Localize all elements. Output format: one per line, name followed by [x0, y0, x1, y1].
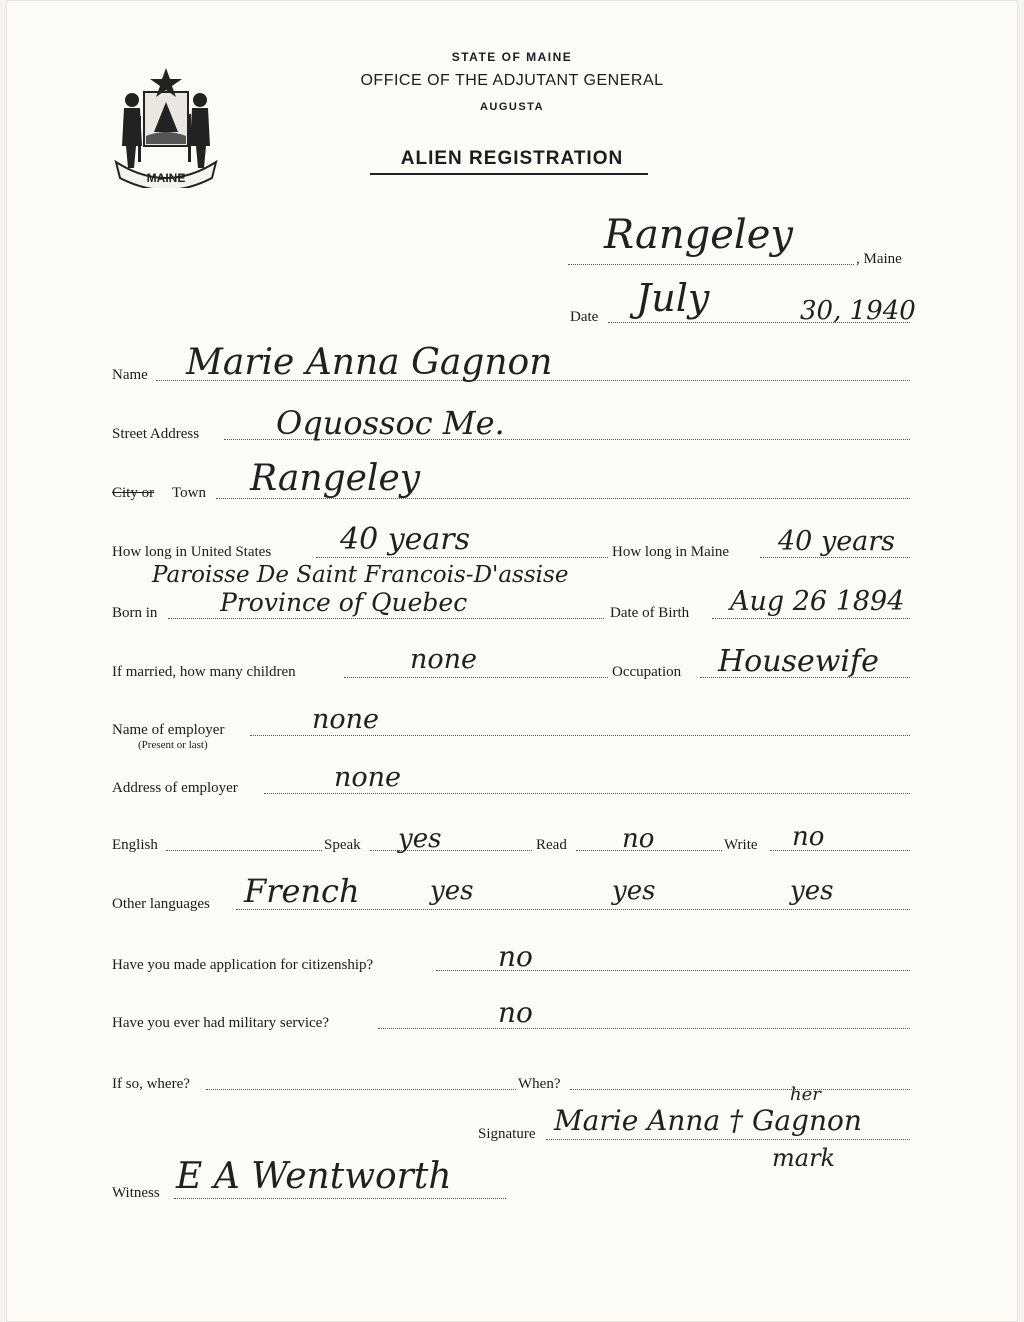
years-maine-entry: 40 years	[778, 526, 896, 557]
maine-label: , Maine	[856, 251, 902, 267]
born-in-label: Born in	[112, 605, 158, 621]
other-language-entry: French	[244, 872, 360, 910]
occupation-label: Occupation	[612, 664, 682, 680]
town-label: Town	[172, 485, 206, 501]
witness-label: Witness	[112, 1185, 160, 1201]
other-read-entry: yes	[612, 876, 656, 906]
speak-dots	[370, 850, 532, 851]
military-entry: no	[498, 996, 533, 1029]
witness-entry: E A Wentworth	[176, 1156, 452, 1197]
military-label: Have you ever had military service?	[112, 1015, 329, 1031]
employer-address-dots	[264, 793, 910, 794]
birthplace-line2-entry: Province of Quebec	[220, 588, 468, 617]
signature-dots	[546, 1139, 910, 1140]
street-address-label: Street Address	[112, 426, 200, 442]
signature-label: Signature	[478, 1126, 536, 1142]
how-long-maine-dots	[760, 557, 910, 558]
citizenship-entry: no	[498, 940, 533, 973]
other-write-entry: yes	[790, 876, 834, 906]
speak-label: Speak	[324, 837, 361, 853]
english-dots	[166, 850, 322, 851]
employer-note-label: (Present or last)	[138, 739, 208, 751]
place-entry: Rangeley	[604, 212, 793, 258]
street-address-entry: Oquossoc Me.	[276, 404, 505, 442]
when-label: When?	[518, 1076, 561, 1092]
date-month-entry: July	[636, 276, 710, 320]
date-of-birth-entry: Aug 26 1894	[730, 586, 905, 617]
header-state: STATE OF MAINE	[451, 50, 573, 64]
english-write-entry: no	[792, 822, 825, 852]
signature-mark-entry: mark	[772, 1144, 836, 1172]
when-dots	[570, 1089, 910, 1090]
other-languages-label: Other languages	[112, 896, 210, 912]
seal-banner-text: MAINE	[146, 171, 186, 185]
witness-dots	[174, 1198, 506, 1199]
date-year-entry: 30, 1940	[800, 296, 916, 326]
military-dots	[378, 1028, 910, 1029]
employer-name-entry: none	[312, 704, 380, 735]
employer-name-dots	[250, 735, 910, 736]
if-so-where-label: If so, where?	[112, 1076, 190, 1092]
how-long-us-label: How long in United States	[112, 544, 272, 560]
citizenship-label: Have you made application for citizenship?	[112, 957, 374, 973]
date-label: Date	[570, 309, 599, 325]
children-entry: none	[410, 644, 478, 675]
english-speak-entry: yes	[398, 824, 442, 854]
place-dots	[568, 264, 854, 265]
employer-address-entry: none	[334, 762, 402, 793]
signature-entry: Marie Anna † Gagnon	[554, 1104, 862, 1137]
form-title: ALIEN REGISTRATION	[400, 148, 624, 169]
years-us-entry: 40 years	[340, 522, 471, 557]
town-entry: Rangeley	[250, 458, 421, 499]
how-long-us-dots	[316, 557, 608, 558]
read-label: Read	[536, 837, 567, 853]
write-label: Write	[724, 837, 758, 853]
header-office: OFFICE OF THE ADJUTANT GENERAL	[360, 72, 664, 89]
name-label: Name	[112, 367, 148, 383]
married-children-label: If married, how many children	[112, 664, 296, 680]
date-of-birth-dots	[712, 618, 910, 619]
english-label: English	[112, 837, 158, 853]
city-or-label: City or	[112, 485, 155, 501]
married-children-dots	[344, 677, 608, 678]
title-underline	[370, 173, 648, 175]
birthplace-line1-entry: Paroisse De Saint Francois-D'assise	[152, 562, 569, 588]
other-speak-entry: yes	[430, 876, 474, 906]
header-city: AUGUSTA	[479, 101, 545, 113]
occupation-entry: Housewife	[718, 644, 879, 679]
if-so-where-dots	[206, 1089, 516, 1090]
born-in-dots	[168, 618, 604, 619]
how-long-maine-label: How long in Maine	[612, 544, 730, 560]
name-entry: Marie Anna Gagnon	[186, 342, 553, 383]
signature-her-entry: her	[790, 1084, 821, 1105]
date-of-birth-label: Date of Birth	[610, 605, 690, 621]
english-read-entry: no	[622, 824, 655, 854]
employer-name-label: Name of employer	[112, 722, 225, 738]
write-dots	[770, 850, 910, 851]
employer-address-label: Address of employer	[112, 780, 238, 796]
